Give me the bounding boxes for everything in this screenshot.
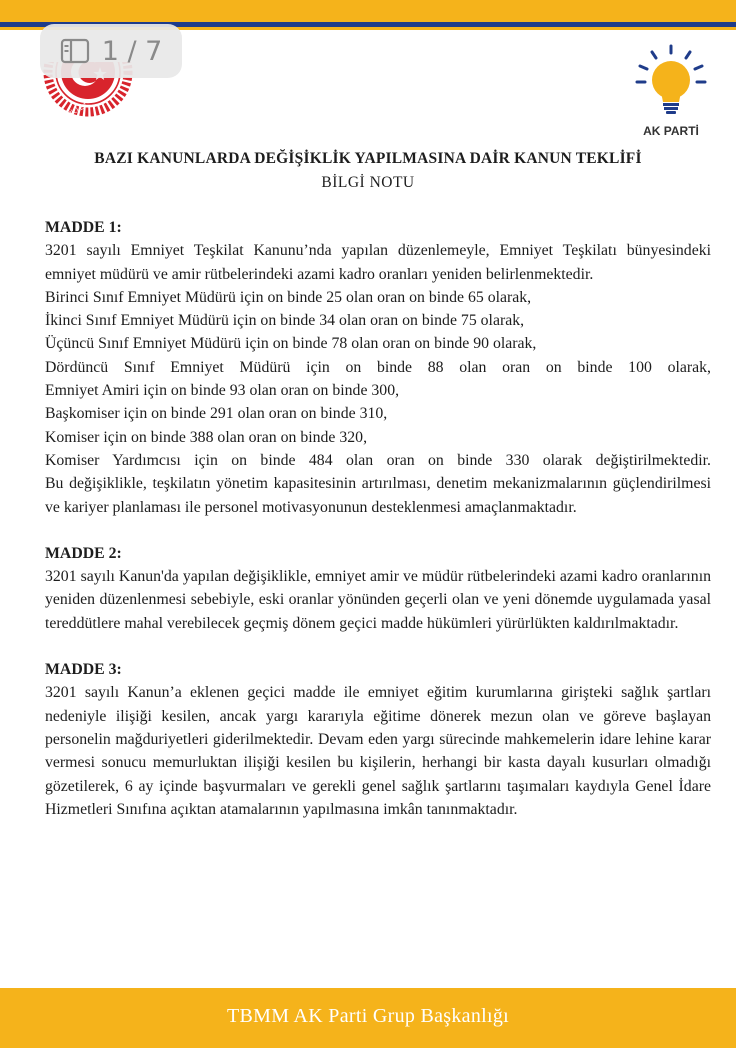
footer-text: TBMM AK Parti Grup Başkanlığı	[226, 1005, 510, 1027]
article-2	[45, 542, 711, 635]
page-view-icon	[60, 38, 90, 64]
document-title: BAZI KANUNLARDA DEĞİŞİKLİK YAPILMASINA DAİR KANUN TEKLİFİ	[94, 150, 642, 167]
rate-line: Dördüncü Sınıf Emniyet Müdürü için on binde 88 olan oran on binde 100 olarak,	[45, 358, 711, 376]
article-paragraph: 3201 sayılı Kanun'da yapılan değişiklikle, emniyet amir ve müdür rütbelerindeki azami kadro oranlarının yeniden düzenlenmesi sebebiyle, eski oranlar yönünden geçerli olan ve yeni dönemde uygulamada yasal tereddütlere mahal verebilecek geçmiş dönem geçici madde hükümleri yürürlükten kaldırılmaktadır.	[45, 568, 711, 632]
document-body	[45, 216, 711, 844]
article-paragraph: Bu değişiklikle, teşkilatın yönetim kapasitesinin artırılması, denetim mekanizmalarının güçlendirilmesi ve kariyer planlaması ile personel motivasyonunun desteklenmesi amaçlanmaktadır.	[45, 475, 711, 516]
rate-line: Başkomiser için on binde 291 olan oran on binde 310,	[45, 405, 388, 423]
rate-line: Komiser için on binde 388 olan oran on binde 320,	[45, 428, 368, 446]
article-heading: MADDE 3:	[45, 661, 122, 679]
rate-line: Üçüncü Sınıf Emniyet Müdürü için on binde 78 olan oran on binde 90 olarak,	[45, 335, 537, 353]
article-heading: MADDE 1:	[45, 219, 122, 236]
article-1	[45, 216, 711, 519]
svg-text:MİLLET: MİLLET	[65, 101, 90, 119]
rate-line: Komiser Yardımcısı için on binde 484 olan oran on binde 330 olarak değiştirilmektedir.	[45, 451, 711, 469]
document-subtitle: BİLGİ NOTU	[321, 174, 415, 191]
page-indicator[interactable]	[40, 24, 182, 78]
rate-line: Birinci Sınıf Emniyet Müdürü için on binde 25 olan oran on binde 65 olarak,	[45, 288, 532, 306]
ak-parti-logo-text: AK PARTİ	[643, 124, 699, 138]
article-heading: MADDE 2:	[45, 544, 122, 562]
rate-line: İkinci Sınıf Emniyet Müdürü için on binde 34 olan oran on binde 75 olarak,	[45, 312, 525, 330]
rate-line: Emniyet Amiri için on binde 93 olan oran on binde 300,	[45, 382, 400, 400]
footer-band	[0, 988, 736, 1048]
page-indicator-text: 1 / 7	[101, 35, 163, 67]
article-3	[45, 658, 711, 821]
header-band	[0, 0, 736, 22]
article-paragraph: 3201 sayılı Kanun’a eklenen geçici madde ile emniyet eğitim kurumlarına girişteki sağlık şartları nedeniyle ilişiği kesilen, ancak yargı kararıyla eğitime dönerek mezun olan ve göreve başlayan personelin mağduriyetleri giderilmektedir. Devam eden yargı sürecinde mahkemelerin idare lehine karar vermesi sonucu memurluktan ilişiği kesilen bu kişilerin, herhangi bir kasta dayalı kusurları olmadığı gözetilerek, 6 ay içinde başvurmaları ve gerekli genel sağlık şartlarını taşımaları kaydıyla Genel İdare Hizmetleri Sınıfına açıktan atamalarının yapılmasına imkân tanınmaktadır.	[45, 684, 711, 818]
article-paragraph: 3201 sayılı Emniyet Teşkilat Kanunu’nda yapılan düzenlemeyle, Emniyet Teşkilatı bünyesindeki emniyet müdürü ve amir rütbelerindeki azami kadro oranları yeniden belirlenmektedir.	[45, 242, 711, 283]
